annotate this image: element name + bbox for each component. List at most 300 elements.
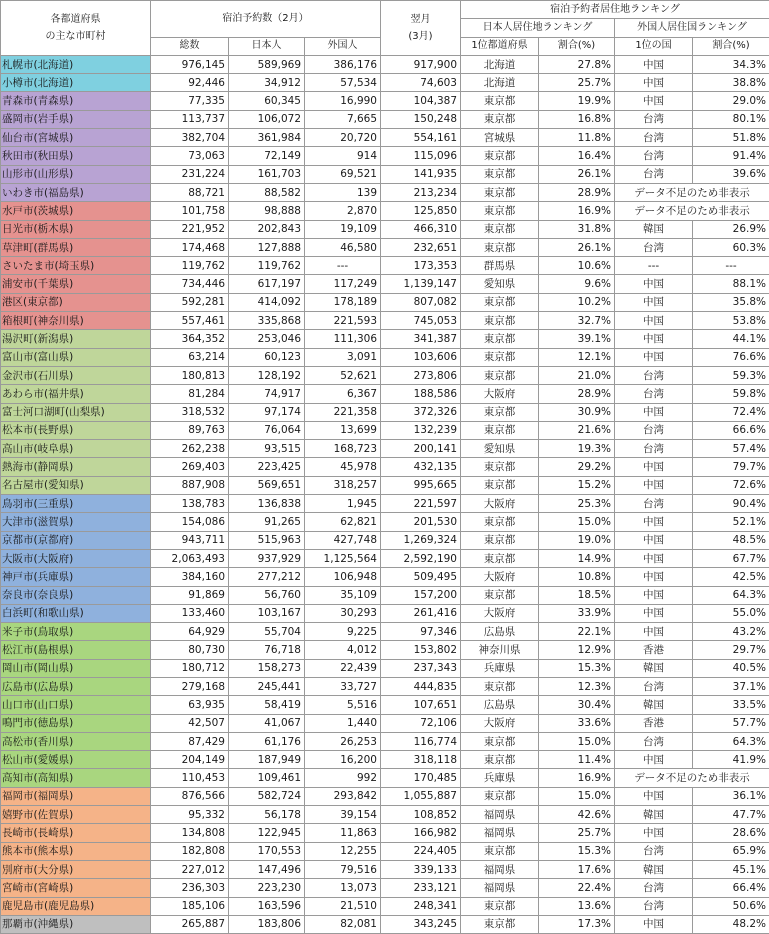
japanese-cell: 91,265: [229, 513, 305, 531]
next-month-cell: 116,774: [381, 732, 461, 750]
next-month-cell: 132,239: [381, 421, 461, 439]
municipality-cell: 湯沢町(新潟県): [1, 330, 151, 348]
foreign-share-cell: 79.7%: [693, 458, 769, 476]
region-header-line1: 各都道府県: [4, 11, 147, 28]
top-country-cell: 中国: [615, 787, 693, 805]
top-prefecture-header: 1位都道府県: [461, 37, 539, 55]
table-row: [1, 842, 769, 860]
jp-share-cell: 10.6%: [539, 257, 615, 275]
table-row: [1, 257, 769, 275]
foreign-cell: 20,720: [305, 129, 381, 147]
japanese-cell: 245,441: [229, 677, 305, 695]
top-country-cell: 台湾: [615, 897, 693, 915]
municipality-cell: 福岡市(福岡県): [1, 787, 151, 805]
municipality-cell: さいたま市(埼玉県): [1, 257, 151, 275]
jp-share-cell: 17.3%: [539, 915, 615, 933]
top-country-cell: 中国: [615, 604, 693, 622]
table-row: [1, 348, 769, 366]
top-country-cell: 中国: [615, 458, 693, 476]
jp-share-cell: 31.8%: [539, 220, 615, 238]
next-month-cell: 343,245: [381, 915, 461, 933]
japanese-cell: 58,419: [229, 696, 305, 714]
foreign-share-cell: 72.4%: [693, 403, 769, 421]
jp-share-cell: 19.3%: [539, 440, 615, 458]
foreign-cell: 1,945: [305, 495, 381, 513]
japanese-cell: 41,067: [229, 714, 305, 732]
municipality-cell: いわき市(福島県): [1, 183, 151, 201]
table-header: [1, 1, 769, 56]
jp-share-cell: 16.4%: [539, 147, 615, 165]
municipality-cell: 嬉野市(佐賀県): [1, 806, 151, 824]
municipality-cell: 青森市(青森県): [1, 92, 151, 110]
jp-share-cell: 11.4%: [539, 751, 615, 769]
foreign-cell: ---: [305, 257, 381, 275]
foreign-share-cell: 45.1%: [693, 860, 769, 878]
top-country-cell: 中国: [615, 92, 693, 110]
top-country-cell: 中国: [615, 586, 693, 604]
total-cell: 87,429: [151, 732, 229, 750]
top-prefecture-cell: 東京都: [461, 312, 539, 330]
foreign-share-cell: 80.1%: [693, 110, 769, 128]
japanese-cell: 122,945: [229, 824, 305, 842]
top-country-cell: 中国: [615, 476, 693, 494]
total-cell: 63,935: [151, 696, 229, 714]
top-prefecture-cell: 東京都: [461, 586, 539, 604]
top-country-cell: 韓国: [615, 659, 693, 677]
foreign-share-cell: 66.6%: [693, 421, 769, 439]
top-country-cell: 中国: [615, 751, 693, 769]
total-cell: 185,106: [151, 897, 229, 915]
foreign-share-cell: 59.3%: [693, 366, 769, 384]
foreign-cell: 39,154: [305, 806, 381, 824]
top-prefecture-cell: 東京都: [461, 476, 539, 494]
municipality-cell: 長崎市(長崎県): [1, 824, 151, 842]
top-prefecture-cell: 大阪府: [461, 568, 539, 586]
foreign-cell: 21,510: [305, 897, 381, 915]
top-prefecture-cell: 大阪府: [461, 604, 539, 622]
total-cell: 119,762: [151, 257, 229, 275]
foreign-share-cell: ---: [693, 257, 769, 275]
foreign-cell: 1,125,564: [305, 549, 381, 567]
municipality-cell: 大阪市(大阪府): [1, 549, 151, 567]
jp-share-cell: 15.0%: [539, 787, 615, 805]
next-month-cell: 339,133: [381, 860, 461, 878]
top-prefecture-cell: 東京都: [461, 293, 539, 311]
next-month-cell: 97,346: [381, 623, 461, 641]
foreign-cell: 22,439: [305, 659, 381, 677]
foreign-share-cell: 64.3%: [693, 732, 769, 750]
top-prefecture-cell: 大阪府: [461, 495, 539, 513]
top-country-cell: 香港: [615, 641, 693, 659]
municipality-cell: 高知市(高知県): [1, 769, 151, 787]
japanese-cell: 76,718: [229, 641, 305, 659]
foreign-cell: 33,727: [305, 677, 381, 695]
municipality-cell: 高松市(香川県): [1, 732, 151, 750]
foreign-share-cell: 55.0%: [693, 604, 769, 622]
total-cell: 382,704: [151, 129, 229, 147]
bookings-group-header: 宿泊予約数（2月）: [151, 1, 381, 38]
japanese-cell: 183,806: [229, 915, 305, 933]
top-prefecture-cell: 福岡県: [461, 879, 539, 897]
top-prefecture-cell: 東京都: [461, 110, 539, 128]
next-month-cell: 2,592,190: [381, 549, 461, 567]
jp-ranking-header: 日本人居住地ランキング: [461, 19, 615, 37]
foreign-cell: 386,176: [305, 55, 381, 73]
foreign-share-cell: 29.7%: [693, 641, 769, 659]
foreign-cell: 3,091: [305, 348, 381, 366]
total-cell: 92,446: [151, 74, 229, 92]
table-row: [1, 421, 769, 439]
next-month-cell: 444,835: [381, 677, 461, 695]
table-row: [1, 549, 769, 567]
jp-share-cell: 14.9%: [539, 549, 615, 567]
table-row: [1, 165, 769, 183]
foreign-share-cell: 67.7%: [693, 549, 769, 567]
japanese-cell: 582,724: [229, 787, 305, 805]
foreign-cell: 106,948: [305, 568, 381, 586]
japanese-cell: 119,762: [229, 257, 305, 275]
foreign-cell: 117,249: [305, 275, 381, 293]
table-row: [1, 92, 769, 110]
table-row: [1, 476, 769, 494]
municipality-cell: 高山市(岐阜県): [1, 440, 151, 458]
municipality-cell: 鳥羽市(三重県): [1, 495, 151, 513]
japanese-cell: 127,888: [229, 238, 305, 256]
foreign-cell: 914: [305, 147, 381, 165]
next-month-cell: 1,139,147: [381, 275, 461, 293]
total-cell: 133,460: [151, 604, 229, 622]
top-country-cell: 中国: [615, 568, 693, 586]
japanese-cell: 147,496: [229, 860, 305, 878]
japanese-cell: 253,046: [229, 330, 305, 348]
next-month-cell: 232,651: [381, 238, 461, 256]
table-row: [1, 293, 769, 311]
japanese-cell: 187,949: [229, 751, 305, 769]
foreign-share-cell: 72.6%: [693, 476, 769, 494]
top-country-cell: 中国: [615, 824, 693, 842]
top-country-cell: 台湾: [615, 732, 693, 750]
top-prefecture-cell: 東京都: [461, 330, 539, 348]
japanese-cell: 98,888: [229, 202, 305, 220]
top-country-cell: 韓国: [615, 220, 693, 238]
japanese-cell: 589,969: [229, 55, 305, 73]
foreign-cell: 26,253: [305, 732, 381, 750]
jp-share-cell: 17.6%: [539, 860, 615, 878]
japanese-header: 日本人: [229, 37, 305, 55]
next-month-line2: (3月): [384, 28, 457, 45]
foreign-share-cell: 38.8%: [693, 74, 769, 92]
total-cell: 95,332: [151, 806, 229, 824]
table-row: [1, 183, 769, 201]
foreign-share-cell: 76.6%: [693, 348, 769, 366]
foreign-cell: 111,306: [305, 330, 381, 348]
total-cell: 204,149: [151, 751, 229, 769]
top-prefecture-cell: 宮城県: [461, 129, 539, 147]
jp-share-cell: 28.9%: [539, 183, 615, 201]
next-month-cell: 157,200: [381, 586, 461, 604]
top-country-cell: 台湾: [615, 495, 693, 513]
jp-share-cell: 9.6%: [539, 275, 615, 293]
table-row: [1, 202, 769, 220]
total-cell: 2,063,493: [151, 549, 229, 567]
foreign-share-cell: 52.1%: [693, 513, 769, 531]
next-month-cell: 509,495: [381, 568, 461, 586]
region-header: [1, 1, 151, 56]
top-prefecture-cell: 東京都: [461, 549, 539, 567]
foreign-share-cell: 29.0%: [693, 92, 769, 110]
municipality-cell: 富山市(富山県): [1, 348, 151, 366]
table-row: [1, 806, 769, 824]
foreign-share-cell: 42.5%: [693, 568, 769, 586]
top-country-cell: 台湾: [615, 147, 693, 165]
municipality-cell: 那覇市(沖縄県): [1, 915, 151, 933]
next-month-cell: 188,586: [381, 385, 461, 403]
foreign-cell: 79,516: [305, 860, 381, 878]
top-prefecture-cell: 東京都: [461, 147, 539, 165]
table-row: [1, 110, 769, 128]
top-country-cell: 台湾: [615, 440, 693, 458]
japanese-cell: 277,212: [229, 568, 305, 586]
foreign-share-cell: 26.9%: [693, 220, 769, 238]
municipality-cell: 別府市(大分県): [1, 860, 151, 878]
jp-share-cell: 15.3%: [539, 842, 615, 860]
municipality-cell: 盛岡市(岩手県): [1, 110, 151, 128]
top-prefecture-cell: 広島県: [461, 623, 539, 641]
top-prefecture-cell: 東京都: [461, 183, 539, 201]
total-cell: 364,352: [151, 330, 229, 348]
foreign-cell: 293,842: [305, 787, 381, 805]
table-row: [1, 55, 769, 73]
municipality-cell: 熱海市(静岡県): [1, 458, 151, 476]
municipality-cell: あわら市(福井県): [1, 385, 151, 403]
foreign-cell: 9,225: [305, 623, 381, 641]
table-row: [1, 275, 769, 293]
top-prefecture-cell: 東京都: [461, 677, 539, 695]
region-header-line2: の主な市町村: [4, 28, 147, 45]
total-cell: 88,721: [151, 183, 229, 201]
total-cell: 182,808: [151, 842, 229, 860]
next-month-cell: 224,405: [381, 842, 461, 860]
jp-share-cell: 32.7%: [539, 312, 615, 330]
total-cell: 279,168: [151, 677, 229, 695]
top-country-cell: 韓国: [615, 860, 693, 878]
table-row: [1, 330, 769, 348]
japanese-cell: 223,425: [229, 458, 305, 476]
table-row: [1, 879, 769, 897]
foreign-cell: 82,081: [305, 915, 381, 933]
jp-share-cell: 15.3%: [539, 659, 615, 677]
jp-share-cell: 22.4%: [539, 879, 615, 897]
table-row: [1, 677, 769, 695]
table-row: [1, 604, 769, 622]
jp-share-cell: 19.0%: [539, 531, 615, 549]
top-prefecture-cell: 福岡県: [461, 806, 539, 824]
foreign-share-cell: 36.1%: [693, 787, 769, 805]
top-prefecture-cell: 神奈川県: [461, 641, 539, 659]
residence-group-header: 宿泊予約者居住地ランキング: [461, 1, 769, 19]
next-month-cell: 103,606: [381, 348, 461, 366]
top-prefecture-cell: 大阪府: [461, 714, 539, 732]
top-country-cell: 中国: [615, 623, 693, 641]
japanese-cell: 361,984: [229, 129, 305, 147]
next-month-cell: 173,353: [381, 257, 461, 275]
foreign-share-cell: 57.7%: [693, 714, 769, 732]
total-cell: 876,566: [151, 787, 229, 805]
foreign-cell: 11,863: [305, 824, 381, 842]
jp-share-cell: 21.0%: [539, 366, 615, 384]
next-month-cell: 213,234: [381, 183, 461, 201]
top-prefecture-cell: 兵庫県: [461, 659, 539, 677]
foreign-cell: 16,990: [305, 92, 381, 110]
next-month-cell: 1,269,324: [381, 531, 461, 549]
foreign-cell: 5,516: [305, 696, 381, 714]
foreign-share-cell: 59.8%: [693, 385, 769, 403]
total-cell: 734,446: [151, 275, 229, 293]
municipality-cell: 松山市(愛媛県): [1, 751, 151, 769]
next-month-cell: 807,082: [381, 293, 461, 311]
jp-share-cell: 13.6%: [539, 897, 615, 915]
top-country-cell: 中国: [615, 549, 693, 567]
table-row: [1, 568, 769, 586]
total-cell: 592,281: [151, 293, 229, 311]
foreign-share-cell: 44.1%: [693, 330, 769, 348]
japanese-cell: 617,197: [229, 275, 305, 293]
foreign-share-cell: 60.3%: [693, 238, 769, 256]
jp-share-cell: 26.1%: [539, 165, 615, 183]
japanese-cell: 223,230: [229, 879, 305, 897]
municipality-cell: 箱根町(神奈川県): [1, 312, 151, 330]
foreign-cell: 57,534: [305, 74, 381, 92]
table-row: [1, 751, 769, 769]
japanese-cell: 88,582: [229, 183, 305, 201]
next-month-cell: 995,665: [381, 476, 461, 494]
top-country-cell: 中国: [615, 403, 693, 421]
japanese-cell: 163,596: [229, 897, 305, 915]
top-prefecture-cell: 福岡県: [461, 824, 539, 842]
next-month-cell: 432,135: [381, 458, 461, 476]
foreign-share-cell: 65.9%: [693, 842, 769, 860]
table-row: [1, 238, 769, 256]
table-row: [1, 312, 769, 330]
municipality-cell: 鳴門市(徳島県): [1, 714, 151, 732]
total-cell: 262,238: [151, 440, 229, 458]
table-row: [1, 129, 769, 147]
top-country-cell: 台湾: [615, 385, 693, 403]
jp-share-cell: 30.4%: [539, 696, 615, 714]
top-country-cell: 中国: [615, 348, 693, 366]
table-row: [1, 623, 769, 641]
top-country-cell: 中国: [615, 293, 693, 311]
top-prefecture-cell: 東京都: [461, 915, 539, 933]
jp-share-cell: 39.1%: [539, 330, 615, 348]
next-month-cell: 74,603: [381, 74, 461, 92]
jp-share-cell: 25.7%: [539, 74, 615, 92]
total-cell: 42,507: [151, 714, 229, 732]
foreign-share-cell: 50.6%: [693, 897, 769, 915]
foreign-share-cell: 51.8%: [693, 129, 769, 147]
top-prefecture-cell: 東京都: [461, 348, 539, 366]
jp-share-cell: 16.8%: [539, 110, 615, 128]
total-cell: 557,461: [151, 312, 229, 330]
foreign-cell: 12,255: [305, 842, 381, 860]
foreign-share-cell: 48.2%: [693, 915, 769, 933]
municipality-cell: 広島市(広島県): [1, 677, 151, 695]
jp-share-cell: 10.8%: [539, 568, 615, 586]
jp-share-cell: 12.1%: [539, 348, 615, 366]
total-cell: 976,145: [151, 55, 229, 73]
foreign-cell: 46,580: [305, 238, 381, 256]
jp-share-cell: 29.2%: [539, 458, 615, 476]
top-prefecture-cell: 東京都: [461, 787, 539, 805]
total-cell: 110,453: [151, 769, 229, 787]
next-month-cell: 318,118: [381, 751, 461, 769]
top-country-cell: 台湾: [615, 129, 693, 147]
next-month-cell: 108,852: [381, 806, 461, 824]
top-prefecture-cell: 東京都: [461, 165, 539, 183]
japanese-cell: 515,963: [229, 531, 305, 549]
total-cell: 943,711: [151, 531, 229, 549]
top-prefecture-cell: 東京都: [461, 458, 539, 476]
foreign-share-cell: 28.6%: [693, 824, 769, 842]
total-cell: 318,532: [151, 403, 229, 421]
total-cell: 77,335: [151, 92, 229, 110]
municipality-cell: 秋田市(秋田県): [1, 147, 151, 165]
total-cell: 134,808: [151, 824, 229, 842]
foreign-share-cell: 48.5%: [693, 531, 769, 549]
top-country-cell: 中国: [615, 513, 693, 531]
jp-share-cell: 19.9%: [539, 92, 615, 110]
table-row: [1, 897, 769, 915]
table-row: [1, 641, 769, 659]
foreign-share-cell: 91.4%: [693, 147, 769, 165]
japanese-cell: 569,651: [229, 476, 305, 494]
top-country-header: 1位の国: [615, 37, 693, 55]
foreign-cell: 221,593: [305, 312, 381, 330]
top-prefecture-cell: 北海道: [461, 74, 539, 92]
municipality-cell: 水戸市(茨城県): [1, 202, 151, 220]
foreign-share-cell: 64.3%: [693, 586, 769, 604]
foreign-cell: 221,358: [305, 403, 381, 421]
next-month-cell: 115,096: [381, 147, 461, 165]
table-row: [1, 513, 769, 531]
table-row: [1, 220, 769, 238]
table-row: [1, 769, 769, 787]
next-month-cell: 372,326: [381, 403, 461, 421]
top-prefecture-cell: 東京都: [461, 842, 539, 860]
total-cell: 81,284: [151, 385, 229, 403]
table-row: [1, 440, 769, 458]
top-prefecture-cell: 東京都: [461, 732, 539, 750]
japanese-cell: 414,092: [229, 293, 305, 311]
japanese-cell: 136,838: [229, 495, 305, 513]
next-month-cell: 917,900: [381, 55, 461, 73]
municipality-cell: 小樽市(北海道): [1, 74, 151, 92]
japanese-cell: 202,843: [229, 220, 305, 238]
table-row: [1, 458, 769, 476]
table-row: [1, 147, 769, 165]
jp-share-cell: 12.9%: [539, 641, 615, 659]
foreign-cell: 16,200: [305, 751, 381, 769]
japanese-cell: 61,176: [229, 732, 305, 750]
foreign-share-cell: 40.5%: [693, 659, 769, 677]
top-prefecture-cell: 東京都: [461, 751, 539, 769]
total-cell: 63,214: [151, 348, 229, 366]
foreign-cell: 168,723: [305, 440, 381, 458]
jp-share-cell: 25.3%: [539, 495, 615, 513]
municipality-cell: 米子市(鳥取県): [1, 623, 151, 641]
next-month-cell: 248,341: [381, 897, 461, 915]
next-month-cell: 200,141: [381, 440, 461, 458]
